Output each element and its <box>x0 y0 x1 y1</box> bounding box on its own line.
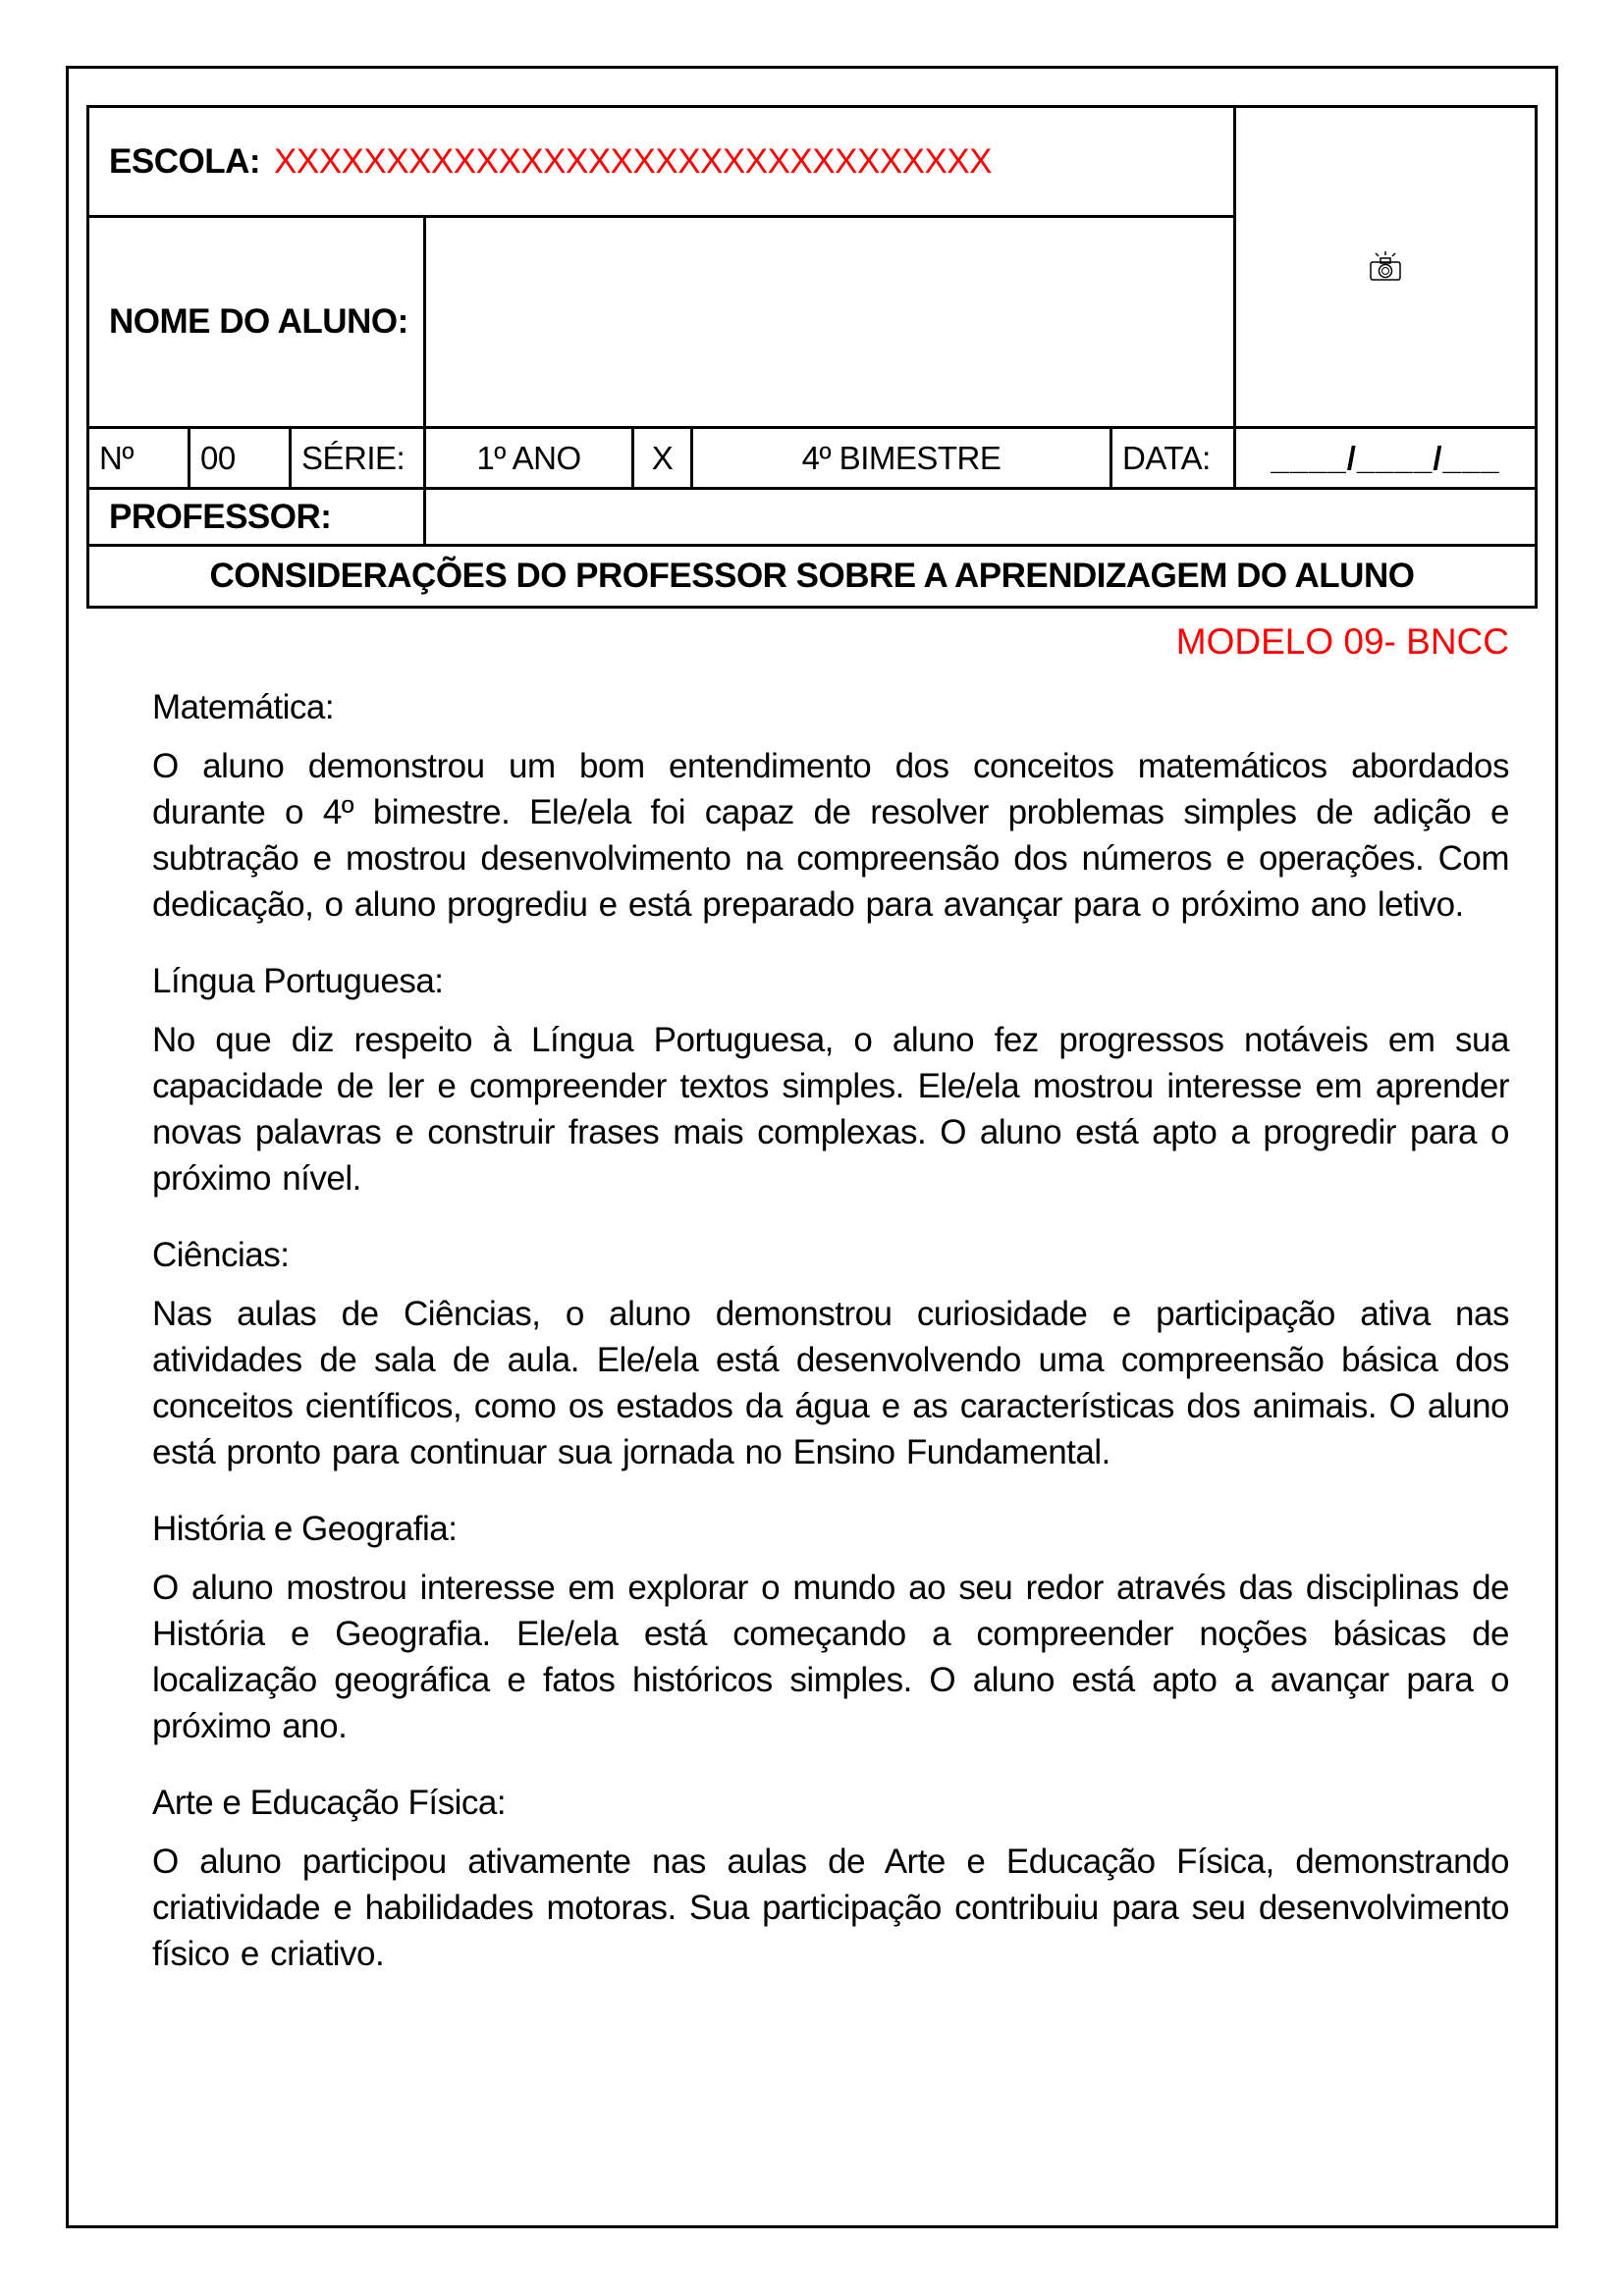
student-name-label: NOME DO ALUNO: <box>109 302 408 341</box>
section-matematica <box>152 684 1509 928</box>
school-label: ESCOLA: <box>109 141 260 181</box>
considerations-title-row <box>89 547 1535 606</box>
considerations-title: CONSIDERAÇÕES DO PROFESSOR SOBRE A APRENDIZAGEM DO ALUNO <box>209 557 1415 595</box>
bimester-value: 4º BIMESTRE <box>801 439 1001 476</box>
section-title: Ciências: <box>152 1236 290 1274</box>
student-name-field <box>426 218 1236 429</box>
teacher-label: PROFESSOR: <box>109 497 332 536</box>
date-blank-cell <box>1236 429 1535 490</box>
section-arte-educacao-fisica <box>152 1780 1509 1977</box>
photo-box <box>1236 108 1535 429</box>
grade-value: 1º ANO <box>476 439 581 476</box>
date-label-cell <box>1112 429 1236 490</box>
bimester-cell <box>693 429 1112 490</box>
date-label: DATA: <box>1122 439 1211 476</box>
section-title: Arte e Educação Física: <box>152 1784 507 1822</box>
teacher-considerations-text <box>152 618 1509 2007</box>
section-body: O aluno demonstrou um bom entendimento dos conceitos matemáticos abordados durante o 4º bimestre. Ele/ela foi capaz de resolver problemas simples de adição e subtração e mostrou desenvolvimento na compreensão dos números e operações. Com dedicação, o aluno progrediu e está preparado para avançar para o próximo ano letivo. <box>152 747 1509 924</box>
grade-label-cell <box>292 429 426 490</box>
teacher-field <box>426 490 1535 547</box>
section-body: O aluno mostrou interesse em explorar o mundo ao seu redor através das disciplinas de História e Geografia. Ele/ela está começando a compreender noções básicas de localização geográfica e fatos históricos simples. O aluno está apto a avançar para o próximo ano. <box>152 1569 1509 1745</box>
number-label: Nº <box>99 439 134 476</box>
section-body: Nas aulas de Ciências, o aluno demonstrou curiosidade e participação ativa nas atividades de sala de aula. Ele/ela está desenvolvendo uma compreensão básica dos conceitos científicos, como os estados da água e as características dos animais. O aluno está pronto para continuar sua jornada no Ensino Fundamental. <box>152 1295 1509 1471</box>
date-blank-value: ____/____/___ <box>1271 439 1500 476</box>
section-title: Matemática: <box>152 688 335 726</box>
grade-value-cell <box>426 429 634 490</box>
check-cell <box>634 429 693 490</box>
number-value-cell <box>190 429 292 490</box>
section-title: História e Geografia: <box>152 1510 458 1548</box>
student-info-table <box>86 105 1538 609</box>
teacher-row <box>89 490 426 547</box>
section-lingua-portuguesa <box>152 958 1509 1201</box>
grade-label: SÉRIE: <box>301 439 406 476</box>
student-name-row <box>89 218 426 429</box>
section-ciencias <box>152 1232 1509 1475</box>
number-value: 00 <box>200 439 236 476</box>
section-body: No que diz respeito à Língua Portuguesa, o aluno fez progressos notáveis em sua capacidade de ler e compreender textos simples. Ele/ela mostrou interesse em aprender novas palavras e construir frases mais complexas. O aluno está apto a progredir para o próximo nível. <box>152 1021 1509 1198</box>
model-tag: MODELO 09- BNCC <box>1175 621 1509 662</box>
school-row <box>89 108 1236 218</box>
section-body: O aluno participou ativamente nas aulas de Arte e Educação Física, demonstrando criatividade e habilidades motoras. Sua participação contribuiu para seu desenvolvimento físico e criativo. <box>152 1842 1509 1973</box>
camera-icon <box>1366 250 1405 284</box>
section-title: Língua Portuguesa: <box>152 962 444 1000</box>
section-historia-geografia <box>152 1506 1509 1749</box>
check-mark: X <box>651 439 674 476</box>
school-value: XXXXXXXXXXXXXXXXXXXXXXXXXXXXXXXX <box>274 141 993 181</box>
number-label-cell <box>89 429 190 490</box>
